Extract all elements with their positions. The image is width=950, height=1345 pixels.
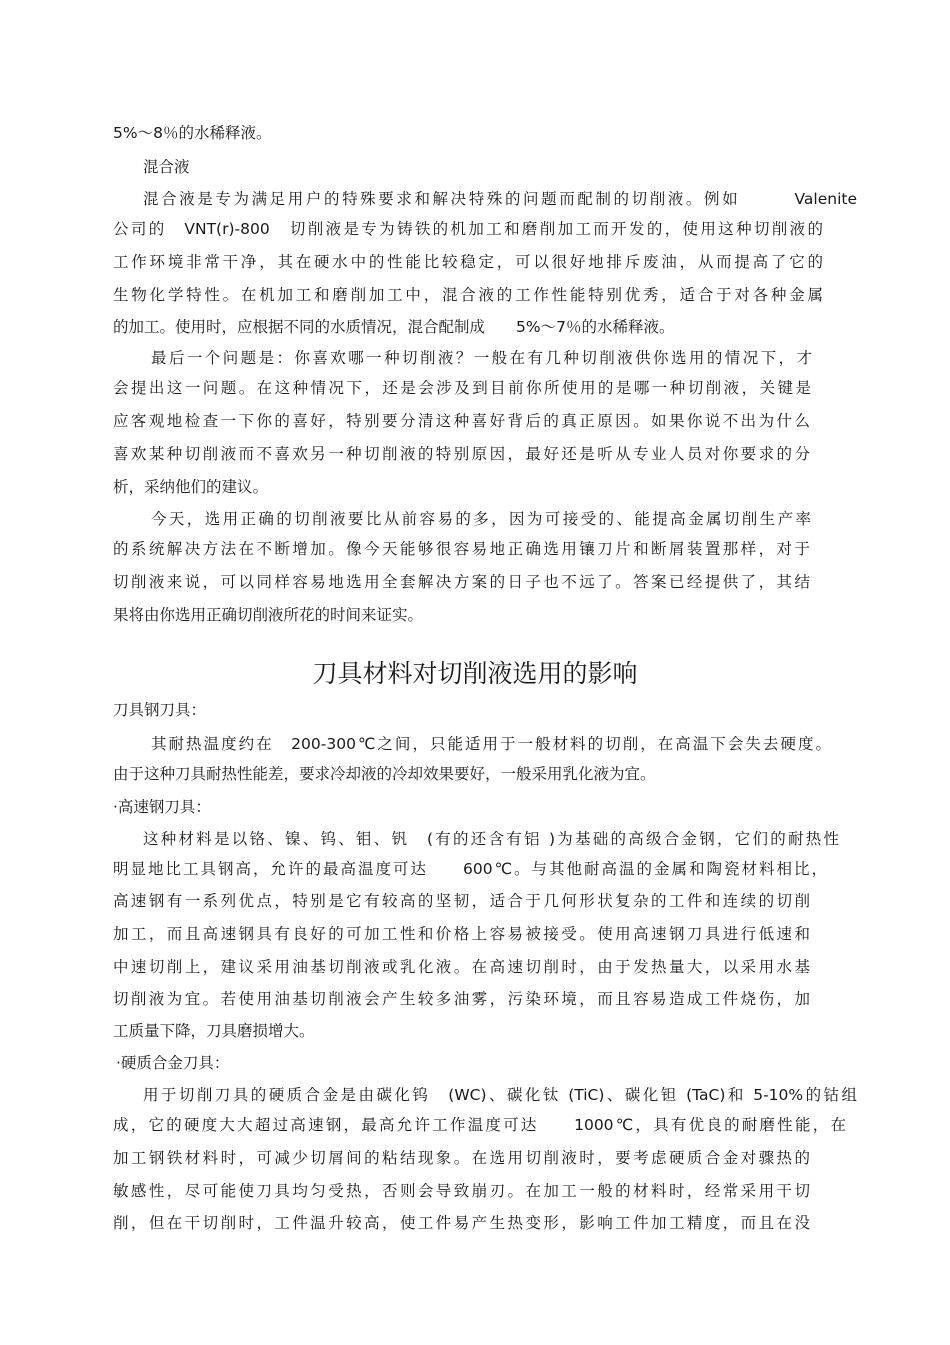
text-line: 会提出这一问题。在这种情况下，还是会涉及到目前你所使用的是哪一种切削液，关键是 [113, 379, 811, 397]
text-line: 析，采纳他们的建议。 [113, 478, 269, 496]
text-line: 5%～8％的水稀释液。 [113, 124, 272, 142]
text-line: 工作环境非常干净，其在硬水中的性能比较稳定，可以很好地排斥废油，从而提高了它的 [113, 253, 823, 271]
text-line: 敏感性，尽可能使刀具均匀受热，否则会导致崩刃。在加工一般的材料时，经常采用干切 [113, 1182, 810, 1200]
text-line: 切削液为宜。若使用油基切削液会产生较多油雾，污染环境，而且容易造成工件烧伤，加 [113, 990, 810, 1008]
text-line: 公司的 VNT(r)-800 切削液是专为铸铁的机加工和磨削加工而开发的，使用这种切削液的 [113, 220, 823, 238]
text-line: 加工钢铁材料时，可减少切屑间的粘结现象。在选用切削液时，要考虑硬质合金对骤热的 [113, 1149, 810, 1167]
text-line: 果将由你选用正确切削液所花的时间来证实。 [113, 606, 424, 624]
text-line: 的系统解决方法在不断增加。像今天能够很容易地正确选用镶刀片和断屑装置那样，对于 [113, 540, 810, 558]
text-line: 中速切削上，建议采用油基切削液或乳化液。在高速切削时，由于发热量大，以采用水基 [113, 958, 810, 976]
text-line: 这种材料是以铬、镍、钨、钼、钒 (有的还含有铝 )为基础的高级合金钢，它们的耐热性 [143, 830, 839, 848]
section-title: 刀具材料对切削液选用的影响 [312, 659, 638, 688]
text-line: 成，它的硬度大大超过高速钢，最高允许工作温度可达 1000℃，具有优良的耐磨性能，在 [113, 1116, 846, 1134]
text-line: 混合液是专为满足用户的特殊要求和解决特殊的问题而配制的切削液。例如 Valenite [143, 190, 857, 208]
text-line: 切削液来说，可以同样容易地选用全套解决方案的日子也不远了。答案已经提供了，其结 [113, 573, 810, 591]
text-line: 明显地比工具钢高，允许的最高温度可达 600℃。与其他耐高温的金属和陶瓷材料相比， [113, 860, 827, 878]
text-line: 喜欢某种切削液而不喜欢另一种切削液的特别原因，最好还是听从专业人员对你要求的分 [113, 445, 810, 463]
text-line: 用于切削刀具的硬质合金是由碳化钨 (WC)、碳化钛 (TiC)、碳化钽 (TaC)和 5-10%的钴组 [143, 1086, 857, 1104]
text-line: 应客观地检查一下你的喜好，特别要分清这种喜好背后的真正原因。如果你说不出为什么 [113, 412, 810, 430]
section-heading-tool-steel: 刀具钢刀具： [113, 701, 207, 719]
text-line: 高速钢有一系列优点，特别是它有较高的坚韧，适合于几何形状复杂的工件和连续的切削 [113, 892, 810, 910]
text-line: 其耐热温度约在 200-300℃之间，只能适用于一般材料的切削，在高温下会失去硬度。 [151, 735, 831, 753]
text-line: 削，但在干切削时，工件温升较高，使工件易产生热变形，影响工件加工精度，而且在没 [113, 1214, 810, 1232]
text-line: 工质量下降，刀具磨损增大。 [113, 1022, 315, 1040]
text-line: 生物化学特性。在机加工和磨削加工中，混合液的工作性能特别优秀，适合于对各种金属 [113, 286, 823, 304]
section-heading-carbide: ·硬质合金刀具： [116, 1054, 230, 1072]
text-line: 最后一个问题是：你喜欢哪一种切削液？一般在有几种切削液供你选用的情况下，才 [151, 349, 812, 367]
section-heading-hss: ·高速钢刀具： [113, 798, 211, 816]
text-line: 的加工。使用时，应根据不同的水质情况，混合配制成 5%～7％的水稀释液。 [113, 318, 675, 336]
text-line: 今天，选用正确的切削液要比从前容易的多，因为可接受的、能提高金属切削生产率 [151, 510, 811, 528]
text-line: 由于这种刀具耐热性能差，要求冷却液的冷却效果要好，一般采用乳化液为宜。 [113, 765, 656, 783]
text-line: 加工，而且高速钢具有良好的可加工性和价格上容易被接受。使用高速钢刀具进行低速和 [113, 925, 810, 943]
section-heading-mixed-fluid: 混合液 [143, 158, 190, 176]
